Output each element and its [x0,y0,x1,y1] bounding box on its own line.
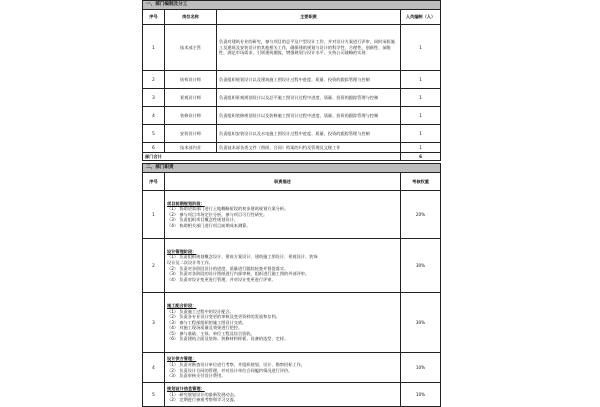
block-seq: 3 [143,293,165,353]
block-item: （1） 协助决策部门进行土地概略阶段的初步建筑规划方案分析。 [167,206,289,212]
row-staff: 1 [401,89,441,107]
block-seq: 2 [143,239,165,293]
row-staff: 1 [401,107,441,125]
row-seq: 6 [143,143,165,153]
header-seq: 序号 [143,173,165,191]
block-item: （5） 参与基础、主体、单位工程及综合验收。 [167,330,255,336]
block-item: （2） 参与项目市场定位分析，参与项目可行性研究。 [167,211,268,217]
block-item: （2） 负责设计合同的管理，并对设计单位合同履约情况进行评价。 [167,367,293,373]
section1-table [142,0,441,161]
duty-block [165,239,401,293]
block-seq: 5 [143,383,165,407]
row-position: 技术部主管 [165,25,217,71]
duty-block [165,293,401,353]
block-item: （6） 负责建筑立面及装饰、装修材料样板、设备的选型、定样。 [167,336,289,342]
row-duty: 负责技术部各类文件（图纸、合同）档案的归档及管理及文秘工作 [217,143,401,153]
header-duty: 主要职责 [217,10,401,25]
row-duty: 负责组织规划设计以及建筑施工图设计过程中进度、质量、投资的跟踪管理与控制 [217,71,401,89]
block-item: （4） 负责对设计变更进行管理，并对设计变更进行评审。 [167,276,276,282]
row-duty: 负责组织装修规划设计以及装修施工图设计过程中进度、质量、投资的跟踪管理与控制 [217,107,401,125]
duty-block [165,383,401,407]
block-item: （1） 负责施工过程中的设计配合。 [167,308,234,314]
block-title: 施工配合阶段： [167,302,197,308]
block-item: （2） 定期进行参观考察和学习交流。 [167,397,238,403]
row-duty: 负责组织景观规划设计以及总平施工图设计过程中进度、质量、投资的跟踪管理与控制 [217,89,401,107]
row-duty: 负责对建筑专业的研究，参与项目的总平及户型设计工作，并对设计方案进行评审，同时承担施工及建筑及安装设计的其他相关工作，确保建筑规划与设计的科学性、合理性、创新性、前瞻性，满足市场需求，引领建筑潮流，增强规划与设计水平，支持公司战略的实现 [217,25,401,71]
section2-title: 二、部门职责 [143,164,441,173]
block-item: （3） 参与工程部组织的施工图设计交底。 [167,319,247,325]
block-item: （3） 负责对各阶段的设计图纸进行内部审核，组织进行施工图的外部评审。 [167,271,310,277]
block-item: （1） 负责对勘查设计单位进行考察，并组织规划、设计、勘察招标工作。 [167,361,305,367]
block-item: （3） 负责组织项目概念性规划设计。 [167,217,238,223]
duty-block [165,191,401,239]
section2-table [142,163,441,407]
block-item: （1） 研究规划设计的最新发展动态。 [167,391,238,397]
row-seq: 1 [143,25,165,71]
total-label: 部门合计 [143,153,401,161]
block-seq: 4 [143,353,165,383]
document-page [142,0,440,403]
total-value: 6 [401,153,441,161]
row-position: 安装设计师 [165,125,217,143]
header-seq: 序号 [143,10,165,25]
row-duty: 负责组织安装设计以及水电施工图设计过程中进度、质量、投资的跟踪管理与控制 [217,125,401,143]
header-position: 岗位名称 [165,10,217,25]
row-seq: 2 [143,71,165,89]
block-item: （3） 负责审核支付设计费用。 [167,373,226,379]
header-weight: 考核权重 [401,173,441,191]
block-seq: 1 [143,191,165,239]
row-position: 结构设计师 [165,71,217,89]
header-desc: 职责描述 [165,173,401,191]
block-title: 设计供方管理： [167,356,197,362]
block-title: 规划设计信息管理： [167,386,205,392]
row-position: 技术部内业 [165,143,217,153]
block-title: 设计管理阶段： [167,248,197,254]
duty-block [165,353,401,383]
block-item: 设计及二次设计等工作。 [167,259,214,265]
row-staff: 1 [401,143,441,153]
section1-title: 一、部门编制及分工 [143,1,441,10]
header-staff: 人员编制（人） [401,10,441,25]
block-weight: 10% [401,353,441,383]
block-item: （4） 协助相关部门进行项目前期成本测算。 [167,222,251,228]
block-weight: 30% [401,293,441,353]
block-title: 项目前期规划阶段： [167,200,205,206]
block-item: （1） 负责组织规划概念设计、建筑方案设计、建筑施工图设计、景观设计、装饰 [167,254,318,260]
row-position: 装修设计师 [165,107,217,125]
row-seq: 4 [143,107,165,125]
block-weight: 10% [401,383,441,407]
row-staff: 1 [401,125,441,143]
block-item: （2） 负责各专业设计变更的审核及变更资料的发放和存档。 [167,314,280,320]
row-seq: 5 [143,125,165,143]
row-seq: 3 [143,89,165,107]
block-weight: 30% [401,239,441,293]
row-staff: 1 [401,71,441,89]
block-weight: 20% [401,191,441,239]
block-item: （2） 负责对各阶段设计的进度、质量进行跟踪检查并督促落实。 [167,265,289,271]
row-staff: 1 [401,25,441,71]
row-position: 景观设计师 [165,89,217,107]
block-item: （4） 对施工现场质量及效果进行把控。 [167,325,243,331]
